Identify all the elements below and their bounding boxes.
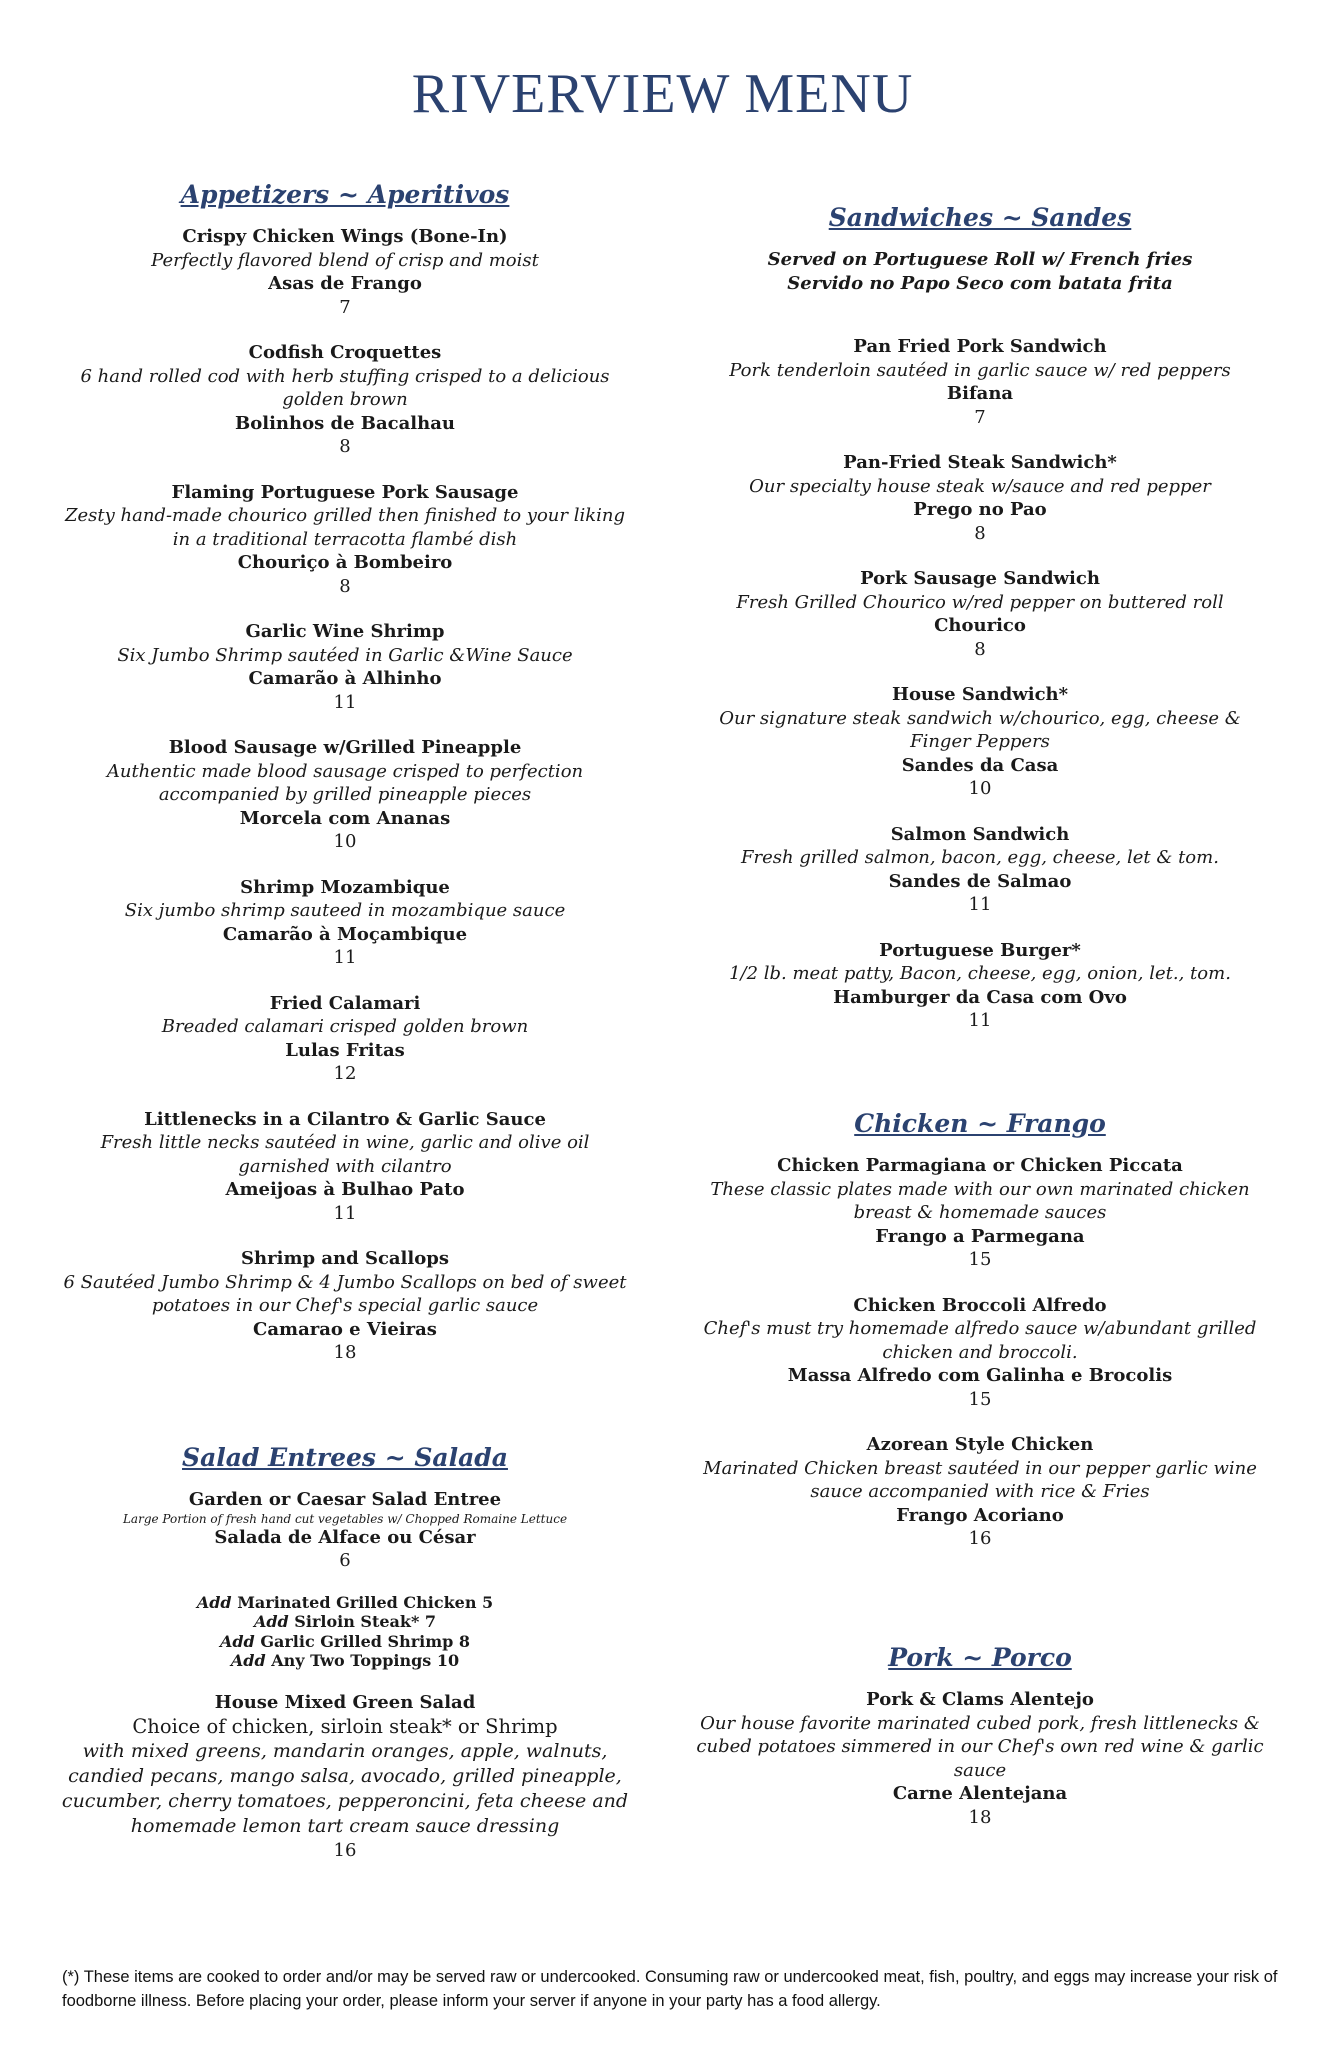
menu-item [690,451,1270,545]
item-name: Pork & Clams Alentejo [866,1689,1094,1710]
item-price: 15 [968,1388,992,1410]
chicken-list [690,1154,1270,1551]
item-name: Azorean Style Chicken [866,1434,1094,1455]
intro-portuguese: Servido no Papo Seco com batata frita [787,272,1173,294]
item-price: 8 [339,575,351,597]
item-portuguese-name: Camarão à Moçambique [222,923,468,945]
item-price: 18 [333,1342,357,1363]
menu-title: RIVERVIEW MENU [411,63,914,125]
item-portuguese-name: Morcela com Ananas [239,807,451,829]
chicken-section [690,1109,1270,1573]
addon-line [55,1593,635,1613]
item-price: 12 [333,1063,357,1084]
item-portuguese-name: Ameijoas à Bulhao Pato [225,1179,465,1200]
item-price: 8 [974,638,986,660]
sandwiches-intro [690,248,1270,295]
item-description: Six Jumbo Shrimp sautéed in Garlic &Wine Sauce [117,644,573,666]
addon-text: Sirloin Steak* 7 [288,1612,437,1631]
item-description: Fresh Grilled Chourico w/red pepper on buttered roll [736,591,1224,613]
addon-text: Any Two Toppings 10 [265,1651,460,1670]
addon-line [55,1651,635,1671]
addon-line [55,1612,635,1632]
addon-text: Garlic Grilled Shrimp 8 [254,1631,471,1651]
pork-heading: Pork ~ Porco [888,1643,1072,1672]
item-description: Zesty hand-made chourico grilled then finished to your liking in a traditional terracotta flambé dish [64,505,626,550]
item-portuguese-name: Sandes de Salmao [888,870,1072,892]
menu-item-garden-salad [55,1488,635,1573]
item-portuguese-name: Frango a Parmegana [875,1225,1085,1247]
item-description: Chef's must try homemade alfredo sauce w/abundant grilled chicken and broccoli. [703,1318,1257,1363]
addon-word: Add [230,1651,266,1670]
item-price: 6 [339,1550,351,1571]
item-price: 8 [974,522,986,544]
item-description: Our specialty house steak w/sauce and red pepper [749,475,1211,497]
intro-english: Served on Portuguese Roll w/ French fries [767,249,1193,270]
item-description: These classic plates made with our own marinated chicken breast & homemade sauces [710,1178,1250,1223]
appetizers-section [55,180,635,1387]
menu-item [690,1433,1270,1551]
item-portuguese-name: Bolinhos de Bacalhau [235,412,455,434]
item-name: Salmon Sandwich [890,823,1070,845]
item-description: 6 hand rolled cod with herb stuffing crisped to a delicious golden brown [80,365,610,410]
addon-word: Add [219,1631,255,1651]
menu-item [690,1154,1270,1272]
item-portuguese-name: Frango Acoriano [896,1504,1064,1526]
menu-item [55,481,635,599]
item-description: Pork tenderloin sautéed in garlic sauce w/ red peppers [729,359,1231,381]
item-choice: Choice of chicken, sirloin steak* or Shrimp [132,1715,558,1738]
chicken-heading: Chicken ~ Frango [854,1109,1106,1138]
item-portuguese-name: Hamburger da Casa com Ovo [833,986,1127,1008]
item-name: Chicken Parmagiana or Chicken Piccata [777,1155,1183,1176]
item-portuguese-name: Lulas Fritas [285,1039,405,1061]
item-description: Fresh grilled salmon, bacon, egg, cheese, let & tom. [741,847,1219,868]
item-name: House Sandwich* [891,684,1069,705]
item-portuguese-name: Salada de Alface ou César [214,1526,476,1548]
item-price: 15 [968,1249,992,1270]
item-price: 18 [968,1806,992,1828]
item-name: Pan-Fried Steak Sandwich* [843,452,1117,473]
item-price: 11 [333,691,357,713]
item-name: House Mixed Green Salad [214,1691,476,1713]
item-name: Flaming Portuguese Pork Sausage [171,481,519,503]
item-description: Marinated Chicken breast sautéed in our pepper garlic wine sauce accompanied with rice & Fries [703,1457,1257,1502]
menu-item [690,1294,1270,1412]
item-name: Crispy Chicken Wings (Bone-In) [182,226,508,247]
item-portuguese-name: Sandes da Casa [901,754,1059,776]
pork-section [690,1643,1270,1851]
appetizers-heading: Appetizers ~ Aperitivos [180,180,510,209]
menu-item [690,683,1270,801]
item-description: 6 Sautéed Jumbo Shrimp & 4 Jumbo Scallops on bed of sweet potatoes in our Chef's special garlic sauce [63,1271,627,1316]
allergy-footnote: (*) These items are cooked to order and/or may be served raw or undercooked. Consuming raw or undercooked meat, fish, poultry, and eggs may increase your risk of foodborne illness. Before placing your order, please inform your server if anyone in your party has a food allergy. [62,1968,1278,2010]
addon-word: Add [196,1592,232,1612]
menu-item [690,823,1270,917]
menu-item [690,567,1270,661]
item-name: Chicken Broccoli Alfredo [853,1294,1107,1316]
item-name: Blood Sausage w/Grilled Pineapple [168,737,522,758]
item-portuguese-name: Camarão à Alhinho [248,668,442,689]
item-name: Garden or Caesar Salad Entree [188,1489,502,1510]
item-portuguese-name: Bifana [946,383,1014,404]
item-description: Fresh little necks sautéed in wine, garlic and olive oil garnished with cilantro [100,1132,590,1177]
item-name: Littlenecks in a Cilantro & Garlic Sauce [144,1108,546,1130]
item-portuguese-name: Camarao e Vieiras [253,1318,437,1340]
pork-list [690,1688,1270,1829]
item-portuguese-name: Prego no Pao [913,499,1047,520]
item-name: Garlic Wine Shrimp [245,621,445,642]
salad-section [55,1443,635,1885]
item-portuguese-name: Carne Alentejana [892,1783,1068,1804]
item-description: Large Portion of fresh hand cut vegetables w/ Chopped Romaine Lettuce [122,1511,568,1526]
menu-item [690,335,1270,429]
item-price: 11 [968,1010,992,1031]
item-description: Our signature steak sandwich w/chourico, egg, cheese & Finger Peppers [719,707,1241,752]
item-name: Fried Calamari [269,992,421,1014]
addon-line [55,1632,635,1652]
sandwiches-heading: Sandwiches ~ Sandes [828,203,1132,232]
menu-item [690,1688,1270,1829]
menu-item [55,876,635,970]
appetizer-list [55,225,635,1365]
item-price: 11 [333,947,357,968]
menu-item [55,1108,635,1226]
item-price: 8 [339,436,351,457]
item-name: Pan Fried Pork Sandwich [853,336,1107,357]
salad-heading: Salad Entrees ~ Salada [182,1443,508,1472]
addon-word: Add [253,1612,289,1631]
addon-text: Marinated Grilled Chicken 5 [231,1592,494,1612]
menu-item [55,225,635,319]
item-name: Portuguese Burger* [879,939,1081,961]
item-description: Breaded calamari crisped golden brown [161,1016,529,1037]
menu-item [55,620,635,714]
sandwiches-section [690,203,1270,1055]
item-description: Authentic made blood sausage crisped to perfection accompanied by grilled pineapple pieces [106,760,584,805]
menu-item [55,341,635,459]
item-price: 16 [333,1840,357,1861]
menu-item [55,992,635,1086]
item-portuguese-name: Chourico [934,615,1026,636]
item-price: 11 [968,894,992,915]
item-name: Shrimp and Scallops [241,1248,449,1269]
menu-item [690,939,1270,1033]
salad-addons [55,1593,635,1671]
item-price: 10 [968,778,992,799]
item-name: Pork Sausage Sandwich [860,568,1100,589]
item-name: Codfish Croquettes [248,342,442,363]
item-price: 16 [968,1528,992,1549]
item-portuguese-name: Chouriço à Bombeiro [237,552,453,573]
item-description: with mixed greens, mandarin oranges, apple, walnuts, candied pecans, mango salsa, avocado, grilled pineapple, cucumber, cherry tomatoes, pepperoncini, feta cheese and homemade lemon tart cream sauce dressing [61,1740,629,1837]
menu-item-house-salad [55,1691,635,1863]
item-description: 1/2 lb. meat patty, Bacon, cheese, egg, onion, let., tom. [729,963,1231,984]
sandwich-list [690,335,1270,1033]
item-name: Shrimp Mozambique [240,876,450,898]
item-description: Perfectly flavored blend of crisp and moist [151,249,539,271]
item-price: 10 [333,831,357,852]
item-portuguese-name: Massa Alfredo com Galinha e Brocolis [787,1365,1173,1386]
item-description: Our house favorite marinated cubed pork, fresh littlenecks & cubed potatoes simmered in our Chef's own red wine & garlic sauce [696,1712,1264,1781]
menu-item [55,1247,635,1365]
item-price: 11 [333,1202,357,1224]
item-price: 7 [974,406,986,428]
menu-item [55,736,635,854]
item-price: 7 [339,296,351,318]
item-description: Six jumbo shrimp sauteed in mozambique sauce [124,900,566,921]
item-portuguese-name: Asas de Frango [268,273,422,294]
